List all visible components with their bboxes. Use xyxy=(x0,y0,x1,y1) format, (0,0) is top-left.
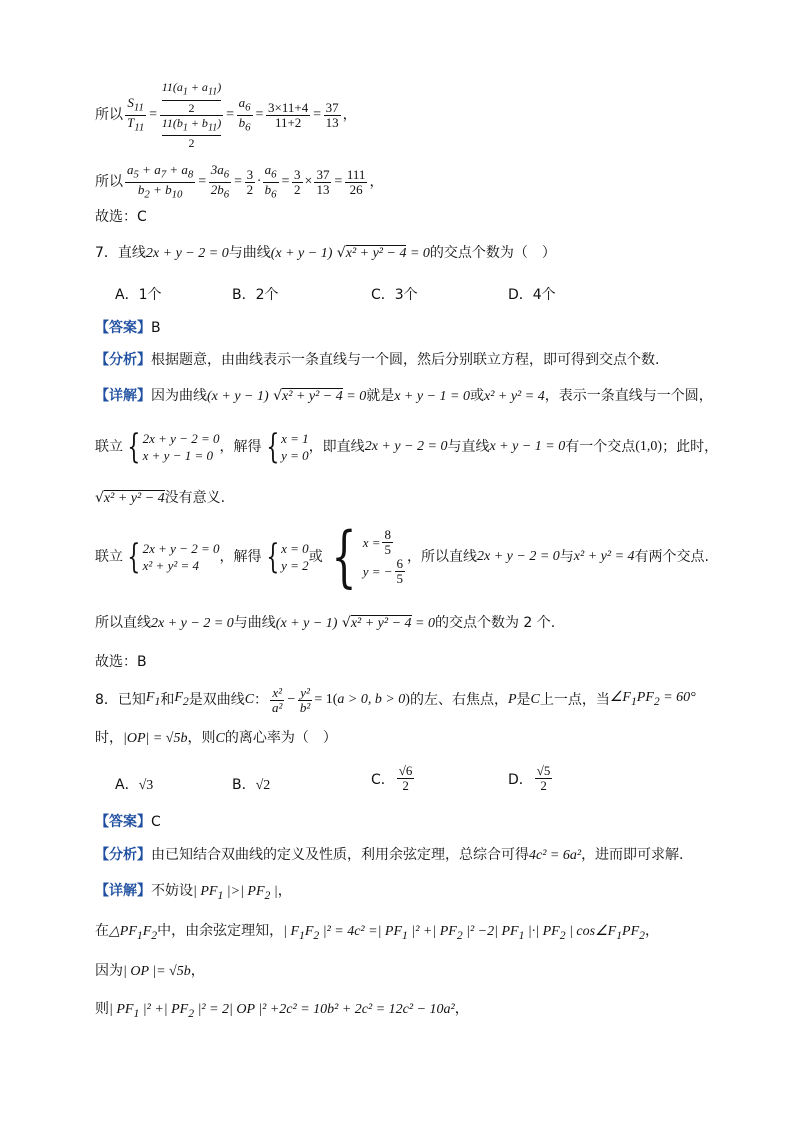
q8-triangle: 在$\triangle PF_1F_2$中，由余弦定理知，| $F_1F_2$ |² = 4c² =| $PF_1$ |² +| $PF_2$ |² −2| $PF_1$ |·| $PF_2$ | $\cos\angle F_1PF_2$， xyxy=(95,923,659,942)
q8-analysis: 【分析】由已知结合双曲线的定义及性质，利用余弦定理，总综合可得4c² = 6a²，进而即可求解. xyxy=(95,847,684,863)
q8-stem-1: 8．已知 $F_1$ 和 $F_2$ 是双曲线 C ： $\frac{\text{x²}}{\text{a²}}$ − $\frac{\text{y²}}{\text{b²}}$ = 1( a > 0, b > 0 ) 的左、右焦点， P 是 C 上一点，当 $\angle F_1PF_2 = 60^\circ$ xyxy=(95,684,696,715)
ratio-line-1: 所以 $\frac{S_{11}}{T_{11}}$ = $11(a_1 + a_{11})$ 2 $11(b_1 + b_{11})$ 2 = $\frac{a_6}{b_6}$ = $\frac{3\times 11+4}{11+2}$ = $\frac{37}{13}$ ， xyxy=(95,80,357,150)
fraction: $\frac{S_{11}}{T_{11}}$ xyxy=(127,94,145,134)
q7-stem: 7．直线2x + y − 2 = 0与曲线(x + y − 1) √x² + y² − 4 = 0的交点个数为（ ） xyxy=(95,245,556,261)
q8-answer: 【答案】C xyxy=(95,814,161,830)
q7-detail: 【详解】因为曲线(x + y − 1) √x² + y² − 4 = 0就是x + y − 1 = 0或x² + y² = 4，表示一条直线与一个圆， xyxy=(95,388,713,404)
option-d: D． $\frac{√5}{2}$ xyxy=(508,763,551,793)
option-d: D．4个 xyxy=(508,287,556,303)
q8-detail: 【详解】不妨设| $PF_1$ |>| $PF_2$ |， xyxy=(95,883,292,902)
option-c: C．3个 xyxy=(371,287,418,303)
fraction: $11(a_1 + a_{11})$ 2 $11(b_1 + b_{11})$ 2 xyxy=(161,80,222,150)
q8-stem-2: 时，|OP| = √5b，则C的离心率为（ ） xyxy=(95,730,337,746)
q7-analysis: 【分析】根据题意，由曲线表示一条直线与一个圆，然后分别联立方程，即可得到交点个数. xyxy=(95,352,660,368)
ratio-line-2: 所以 $\frac{a_5 + a_7 + a_8}{b_2 + b_{10}}$ = $\frac{3a_6}{2b_6}$ = $\frac{3}{2}$ · $\frac{a_6}{b_6}$ = $\frac{3}{2}$ × $\frac{37}{13}$ = $\frac{111}{26}$ ， xyxy=(95,161,384,201)
q8-then: 则| $PF_1$ |² +| $PF_2$ |² = 2| OP |² +2c² = 10b² + 2c² = 12c² − 10a²， xyxy=(95,1001,469,1020)
fraction: $\frac{a_5 + a_7 + a_8}{b_2 + b_{10}}$ xyxy=(127,161,194,201)
q8-because: 因为| OP |= √5b， xyxy=(95,963,205,979)
fraction: $\frac{3\times 11+4}{11+2}$ xyxy=(268,99,309,130)
fraction: $\frac{37}{13}$ xyxy=(325,99,339,130)
q7-answer: 【答案】B xyxy=(95,320,161,336)
option-a: A．1个 xyxy=(115,287,162,303)
q7-system-1: 联立 { 2x + y − 2 = 0 x + y − 1 = 0 ，解得 { x = 1 y = 0 ，即直线 2x + y − 2 = 0 与直线 x + y − 1 = 0 有一个交点 (1,0) ；此时， xyxy=(95,427,719,467)
option-c: C． $\frac{√6}{2}$ xyxy=(371,763,413,793)
prefix-text: 所以 xyxy=(95,174,123,190)
fraction: $\frac{a_6}{b_6}$ xyxy=(238,94,251,134)
option-b: B．√2 xyxy=(232,777,271,793)
q7-conclusion: 所以直线2x + y − 2 = 0与曲线(x + y − 1) √x² + y² − 4 = 0的交点个数为 2 个. xyxy=(95,615,556,631)
q7-system-2: 联立 { 2x + y − 2 = 0 x² + y² = 4 ，解得 { x = 0 y = 2 或 { x = $\frac{8}{5}$ y = − $\frac{6}{5}$ ，所以直线 2x + y − 2 = 0 与 x² + y² = 4 有两个交点. xyxy=(95,518,709,595)
choice-line: 故选：C xyxy=(95,209,147,225)
option-a: A．√3 xyxy=(115,777,154,793)
q7-choice: 故选：B xyxy=(95,654,147,670)
q7-meaningless: √x² + y² − 4没有意义. xyxy=(95,490,226,506)
prefix-text: 所以 xyxy=(95,107,123,123)
option-b: B．2个 xyxy=(232,287,279,303)
